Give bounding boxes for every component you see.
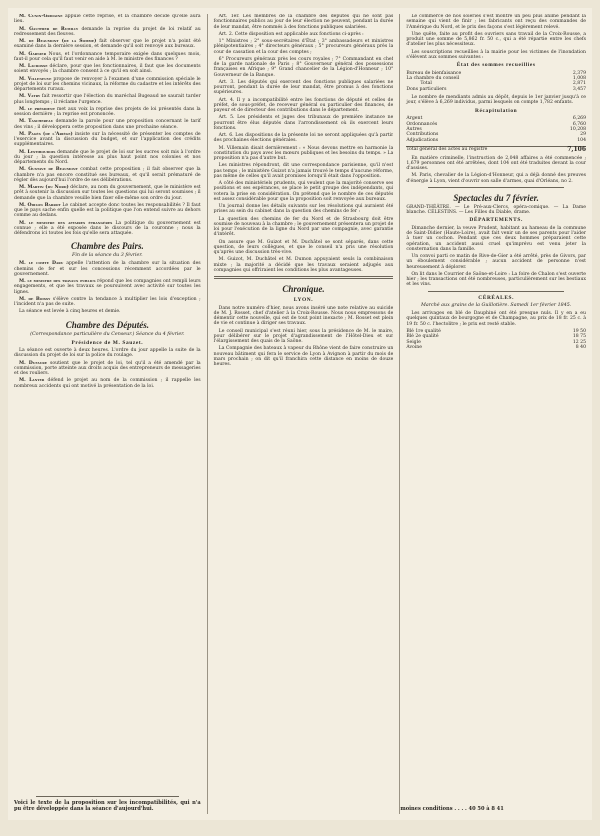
paragraph-text: défend le projet au nom de la commission ; il rappelle les nombreux accidents qui ont motivé la présentation de la loi. — [14, 378, 201, 389]
market-subheading: Marché aux grains de la Guillotière. Samedi 1er février 1845. — [420, 303, 572, 309]
paragraph-text: Dimanche dernier, la veuve Prudent, habitant au hameau de la commune de Saint-Didier (Haute-Loire), avait fait venir un de ses parents pour l'aider à tuer un cochon. Pendant que ces deux hommes préparaient cette opération, un accident aussi cruel qu'imprévu est venu jeter la consternation dans la famille. — [406, 225, 586, 252]
article-paragraph — [214, 32, 394, 37]
paragraph-text: M. Guizot, M. Duchâtel et M. Dumon appuyaient seuls la combinaison mixte ; la majorité a décidé que les travaux seraient adjugés aux compagnies qui offriraient les conditions les plus avantageuses. — [213, 257, 394, 273]
row-value: 2,871 — [572, 81, 586, 87]
article-paragraph — [14, 27, 201, 38]
row-label: Bureau de bienfaisance — [406, 70, 462, 76]
paragraph-text: On lit dans le Courrier de Saône-et-Loire : La foire de Chalon s'est ouverte hier ; les transactions ont été nombreuses, particulièrement sur les bestiaux et les vins. — [406, 271, 586, 288]
speaker-name: M. Lestiboudois — [19, 149, 56, 155]
col1-paragraphs-b — [14, 261, 201, 314]
paragraph-text: Art. 3. Les députés qui exercent des fonctions publiques salariées ne pourront, pendant la durée de leur mandat, être promus à des fonctions supérieures. — [213, 79, 394, 96]
article-paragraph — [214, 39, 394, 55]
paragraph-text: Le conseil municipal s'est réuni hier, sous la présidence de M. le maire, pour délibérer sur le projet d'agrandissement de l'Hôtel-Dieu et sur l'élargissement des quais de la Saône. — [213, 328, 394, 344]
paragraph-text: met aux voix la reprise des projets de loi présentés dans la session dernière ; la reprise est prononcée. — [14, 106, 201, 117]
paragraph-text: La Compagnie des bateaux à vapeur du Rhône vient de faire construire un nouveau bâtiment qui fera le service de Lyon à Avignon à partir du mois de mars prochain ; on dit qu'il franchira cette distance en moins de douze heures. — [213, 346, 394, 367]
article-paragraph — [14, 348, 201, 359]
paragraph-text: On assure que M. Guizot et M. Duchâtel se sont séparés, dans cette question, de leurs collègues, et que le conseil n'a pris une résolution qu'après une discussion très-vive. — [213, 239, 394, 255]
speaker-name: M. le ministre des affaires étrangères — [19, 220, 113, 226]
market-table — [406, 329, 586, 351]
paragraph-text: M. Villemain disait dernièrement : « Nous devons mettre en harmonie la constitution du pays avec les mœurs publiques et les besoins du temps. » La proposition n'a pas d'autre but. — [213, 145, 394, 161]
paragraph-text: s'élève contre la tendance à multiplier les lois d'exception ; l'incident n'a pas de suite. — [14, 296, 201, 307]
article-paragraph — [14, 203, 201, 219]
column-1 — [14, 14, 201, 814]
col3-paragraphs-c — [406, 156, 586, 184]
newspaper-page — [8, 8, 592, 820]
table-row — [406, 87, 586, 92]
col1-closing-block — [14, 793, 201, 814]
section-heading-departements: DÉPARTEMENTS. — [469, 217, 523, 224]
paragraph-text: insiste sur la nécessité de présenter les comptes de l'exercice avant la discussion du budget, et sur l'application des crédits supplémentaires. — [14, 131, 201, 148]
row-label: Argent — [406, 116, 423, 122]
row-label: Seigle — [406, 339, 421, 345]
speaker-name: M. Lanyer — [19, 378, 45, 384]
row-value: 3,457 — [572, 86, 586, 92]
row-label: Ordonnancés — [406, 121, 438, 127]
article-paragraph — [214, 80, 394, 96]
article-paragraph — [406, 32, 586, 48]
article-paragraph — [14, 14, 201, 25]
speaker-name: M. Vatry — [19, 94, 41, 100]
speaker-name: M. Lacrosse — [19, 64, 48, 69]
paragraph-text: combat cette proposition ; il fait observer que la chambre n'a pas encore constitué ses bureaux, et qu'il serait prématuré de régler dès aujourd'hui l'ordre de ses délibérations. — [14, 167, 201, 183]
paragraph-text: fait observer que le projet n'a point été examiné dans la dernière session, et demande qu'il soit renvoyé aux bureaux. — [14, 39, 201, 50]
paragraph-text: La séance est ouverte à deux heures. L'ordre du jour appelle la suite de la discussion du projet de loi sur la police du roulage. — [14, 348, 201, 359]
row-value: 6,760 — [572, 121, 586, 127]
article-paragraph — [214, 181, 394, 202]
article-paragraph — [214, 257, 394, 273]
article-paragraph — [406, 95, 586, 106]
paragraph-text: Le nombre de mendiants admis au dépôt, depuis le 1er janvier jusqu'à ce jour, s'élève à 6,269 individus, parmi lesquels on compte 1,782 enfants. — [406, 95, 586, 106]
article-paragraph — [406, 14, 586, 30]
paragraph-text: propose de renvoyer à l'examen d'une commission spéciale le projet de loi sur les chemins vicinaux, la réforme du cadastre et les intérêts des départements ruraux. — [14, 76, 201, 92]
paragraph-text: appelle l'attention de la chambre sur la situation des chemins de fer et sur les concessions récemment accordées par le gouvernement. — [14, 261, 201, 277]
paragraph-text: La politique du gouvernement est connue ; elle a été exposée dans le discours de la couronne ; nous la défendrons ici toutes les fois qu'elle sera attaquée. — [14, 220, 201, 236]
speaker-name: M. Villeneuve — [19, 76, 52, 82]
paragraph-text: Nous, et l'ordonnance temporaire exigée dans quelques mois, faut-il pour cela qu'il faut venir en aide à M. le ministre des finances ? — [14, 51, 201, 62]
paragraph-text: fait ressortir que l'élection du maréchal Bugeaud ne saurait tarder plus longtemps ; il réclame l'urgence. — [14, 94, 201, 105]
row-value: 12 25 — [572, 339, 586, 345]
closing-paragraph: Voici le texte de la proposition sur les incompatibilités, qui n'a pu être développée dans la séance d'aujourd'hui. — [14, 800, 201, 812]
speaker-name: M. de Beaumont (de la Somme) — [19, 39, 97, 44]
speaker-name: M. le ministre des travaux publics — [19, 279, 96, 284]
col2-paragraphs-b — [214, 306, 394, 368]
section-heading-chambre-des-deputes: Chambre des Députés. — [65, 319, 149, 330]
subscription-table — [406, 71, 586, 93]
section-heading-chronique: Chronique. — [282, 284, 325, 294]
article-paragraph — [14, 309, 201, 314]
market-paragraph: Les arrivages en blé de Dauphiné ont été presque nuls. Il y en a eu quelques quintaux de bourgogne et de Champagne, au prix de 18 fr. 25 c. à 19 fr. 50 c. l'hectolitre ; le prix est resté stable. — [406, 311, 586, 327]
article-paragraph — [214, 115, 394, 131]
article-paragraph — [14, 119, 201, 130]
divider — [36, 796, 179, 797]
section-subheading-correspondance: (Correspondance particulière du Censeur.) Séance du 4 février. — [30, 331, 185, 337]
col2-paragraphs — [214, 14, 394, 273]
paragraph-text: Art. 4. Il y a incompatibilité entre les fonctions de député et celles de préfet, de sous-préfet, de receveur général ou particulier des finances, de payeur et de directeur des contributions dans le département. — [213, 97, 394, 113]
article-paragraph — [14, 221, 201, 237]
paragraph-text: Un journal donne les détails suivants sur les résolutions qui auraient été prises au sein du cabinet dans la question des chemins de fer : — [213, 204, 394, 215]
divider — [214, 276, 394, 279]
section-heading-chambre-des-pairs: Chambre des Pairs. — [70, 241, 144, 252]
paragraph-text: demande que le projet de loi sur les sucres soit mis à l'ordre du jour ; la question intéresse au plus haut point nos colonies et nos départements du Nord. — [14, 149, 201, 165]
paragraph-text: Un convoi parti ce matin de Rive-de-Gier a été arrêté, près de Givors, par un éboulement considérable ; aucun accident de personne n'est heureusement à déplorer. — [406, 254, 586, 270]
article-paragraph — [14, 261, 201, 277]
section-subheading-lyon: LYON. — [293, 297, 314, 303]
speaker-name: M. Odilon Barrot — [19, 202, 61, 208]
row-label: Blé 2e qualité — [406, 334, 439, 340]
paragraph-text: La question des chemins de fer du Nord et de Strasbourg doit être soumise de nouveau à la chambre ; le gouvernement présentera un projet de loi pour l'exécution de la ligne du Nord par une compagnie, avec garantie d'intérêt. — [213, 216, 394, 238]
col3-footer — [400, 806, 586, 814]
article-paragraph — [406, 272, 586, 288]
article-paragraph — [14, 361, 201, 377]
row-label: La chambre du conseil — [406, 75, 460, 81]
spectacles-listing: GRAND-THÉÂTRE. — Le Pré-aux-Clercs, opéra-comique. — La Dame blanche. CÉLESTINS. — Les Filles du Diable, drame. — [406, 204, 586, 216]
footer-line: moines conditions . . . . 40 50 à 8 41 — [400, 806, 504, 812]
speaker-name: M. le comte Daru — [19, 261, 64, 267]
row-label: Blé 1re qualité — [406, 328, 441, 334]
row-value: 1,008 — [572, 75, 586, 81]
paragraph-text: appuie cette reprise, et la chambre décide qu'elle aura lieu. — [14, 14, 201, 25]
article-paragraph — [214, 306, 394, 327]
article-paragraph — [14, 52, 201, 63]
article-paragraph — [14, 297, 201, 308]
article-paragraph — [214, 240, 394, 256]
paragraph-text: 1° Ministres ; 2° sous-secrétaires d'État ; 3° ambassadeurs et ministres plénipotentiaires ; 4° directeurs généraux ; 5° procureurs généraux près la cour de cassation et la cour des comptes ; — [213, 39, 394, 55]
paragraph-text: Les ministres répondront, dit une correspondance parisienne, qu'il n'est pas temps ; le ministère Guizot n'a jamais trouvé le temps d'aucune réforme, pas même de celles qu'il avait promises lorsqu'il était dans l'opposition. — [213, 163, 394, 179]
section-heading-cereales: CÉRÉALES. — [478, 294, 515, 301]
article-paragraph — [214, 146, 394, 162]
speaker-name: M. Martin (du Nord) — [19, 185, 69, 190]
total-table — [406, 146, 586, 152]
speaker-name: M. le président — [19, 106, 55, 112]
row-label: Adjudications — [406, 137, 439, 143]
col3-paragraphs-d — [406, 226, 586, 288]
divider — [428, 291, 564, 292]
col1-paragraphs — [14, 14, 201, 236]
speaker-name: M. Dufaure — [19, 360, 48, 366]
speaker-name: M. Taschereau — [19, 119, 54, 125]
section-heading-spectacles: Spectacles du 7 février. — [453, 192, 539, 203]
paragraph-text: demande la parole pour une proposition concernant le tarif des vins ; il développera cette proposition dans une prochaine séance. — [14, 119, 201, 130]
row-value: 19 50 — [572, 328, 586, 334]
paragraph-text: M. Paris, chevalier de la Légion-d'Honneur, qui a déjà donné des preuves d'énergie à Lyon, vient d'ouvrir son salle d'armes, quai d'Orléans, no 2. — [406, 173, 586, 184]
speaker-name: M. Cunin-Gridaine — [19, 14, 63, 19]
row-label: Dons particuliers — [406, 86, 447, 92]
paragraph-text: En matière criminelle, l'instruction de 2,048 affaires a été commencée ; 1,679 personnes ont été arrêtées, dont 104 ont été traduites devant la cour d'assises. — [406, 155, 586, 172]
article-paragraph — [14, 77, 201, 93]
table1-caption: État des sommes recueillies — [456, 62, 536, 68]
article-paragraph — [14, 64, 201, 75]
article-paragraph — [14, 279, 201, 295]
paragraph-text: Art. 5. Les présidents et juges des tribunaux de première instance ne pourront être élus députés dans l'arrondissement où ils exercent leurs fonctions. — [213, 115, 394, 131]
column-2 — [207, 14, 394, 814]
article-paragraph — [14, 150, 201, 166]
paragraph-text: Art. 2. Cette disposition est applicable aux fonctions ci-après : — [218, 31, 364, 37]
table-row — [406, 138, 586, 143]
article-paragraph — [214, 57, 394, 78]
article-paragraph — [14, 185, 201, 201]
row-label: Avoine — [406, 345, 422, 351]
col3-paragraphs-b — [406, 95, 586, 106]
paragraph-text: Le commerce de nos soieries s'est montré un peu plus animé pendant la semaine qui vient de finir ; les fabricants ont reçu des commandes de l'Amérique du Nord, et le prix des façons s'est légèrement relevé. — [406, 14, 586, 30]
article-paragraph — [406, 173, 586, 184]
paragraph-text: Une quête, faite au profit des ouvriers sans travail de la Croix-Rousse, a produit une somme de 5,862 fr. 50 c., qui a été répartie entre les chefs d'atelier les plus nécessiteux. — [406, 31, 586, 48]
article-paragraph — [214, 217, 394, 238]
paragraph-text: Art. 6. Les dispositions de la présente loi ne seront appliquées qu'à partir des prochaines élections générales. — [213, 133, 394, 144]
table2-caption: Récapitulation — [475, 107, 518, 114]
paragraph-text: 6° Procureurs généraux près les cours royales ; 7° Commandant en chef de la garde nationale de Paris ; 8° Gouverneur général des possessions françaises en Afrique ; 9° Grand chancelier de la Légion-d'Honneur ; 10° Gouverneur de la Banque. — [213, 56, 394, 78]
article-paragraph — [14, 94, 201, 105]
recap-table — [406, 116, 586, 143]
article-paragraph — [214, 98, 394, 114]
article-paragraph — [214, 133, 394, 144]
row-value: 8 40 — [575, 345, 586, 351]
speaker-name: M. Garnier — [19, 51, 47, 57]
article-paragraph — [14, 378, 201, 389]
article-paragraph — [406, 226, 586, 252]
row-value: 29 — [580, 132, 586, 138]
col1-paragraphs-c — [14, 348, 201, 389]
paragraph-text: A côté des ministériels prudents, qui veulent que la majorité conserve ses positions et ses espérances, se place le petit groupe des indépendants, qui votera la prise en considération. On prétend que le nombre de ces députés est assez considérable pour que la proposition soit renvoyée aux bureaux. — [213, 181, 394, 202]
speaker-name: M. de Boissy — [19, 296, 51, 302]
article-paragraph — [14, 167, 201, 183]
paragraph-text: déclare, pour que les fonctionnaires, il faut que les documents soient envoyés ; la chambre consent à ce qu'il en soit ainsi. — [14, 64, 201, 75]
row-value: 104 — [577, 137, 586, 143]
divider — [428, 187, 564, 188]
article-paragraph — [14, 107, 201, 118]
total-value: 7,106 — [548, 147, 586, 153]
row-value: 10,208 — [569, 126, 586, 132]
row-label: Contributions — [406, 132, 439, 138]
column-3 — [399, 14, 586, 814]
article-paragraph — [14, 39, 201, 50]
article-paragraph — [214, 346, 394, 367]
paragraph-text: Dans notre numéro d'hier, nous avons inséré une note relative au suicide de M. J. Rosset, chef d'atelier à la Croix-Rousse. Nous nous empressons de démentir cette nouvelle, qui est de tout point inexacte ; M. Rosset est plein de vie et continue à diriger ses travaux. — [213, 305, 394, 327]
speaker-name: M. Gauthier de Rumilly — [19, 26, 79, 32]
row-value: 6,269 — [572, 116, 586, 122]
paragraph-text: La séance est levée à cinq heures et demie. — [19, 309, 121, 315]
article-paragraph — [406, 50, 586, 61]
row-value: 18 75 — [572, 334, 586, 340]
speaker-name: M. Gustave de Beaumont — [19, 167, 78, 173]
paragraph-text: Art. 1er. Les membres de la chambre des députés qui ne sont pas fonctionnaires publics au jour de leur élection ne peuvent, pendant la durée de leur mandat, être nommés à des fonctions publiques salariées. — [213, 14, 394, 30]
paragraph-text: demande la reprise du projet de loi relatif au redressement des fleuves. — [14, 26, 201, 37]
article-paragraph — [14, 132, 201, 148]
speaker-name: M. Pagès (de l'Ariége) — [19, 131, 73, 137]
article-paragraph — [214, 204, 394, 215]
col3-paragraphs — [406, 14, 586, 60]
table-row — [406, 345, 586, 350]
paragraph-text: répond que les compagnies ont rempli leurs engagements, et que les travaux se poursuivent avec activité sur toutes les lignes. — [14, 279, 201, 295]
presidence-line: Présidence de M. Sauzet. — [71, 339, 144, 346]
paragraph-text: Le cabinet accepte donc toutes les responsabilités ? Il faut que le pays sache enfin quelle est la politique que l'on entend suivre au dehors comme au dedans. — [14, 202, 201, 219]
row-value: 2,379 — [572, 70, 586, 76]
article-paragraph — [406, 156, 586, 172]
paragraph-text: Les souscriptions recueillies à la mairie pour les victimes de l'inondation s'élèvent aux sommes suivantes : — [406, 49, 586, 60]
article-paragraph — [214, 329, 394, 345]
section-subheading: Fin de la séance du 3 février. — [71, 253, 143, 259]
paragraph-text: déclare, au nom du gouvernement, que le ministère est prêt à soutenir la discussion sur toutes les questions qui lui seront soumises ; il demande que la chambre veuille bien fixer elle-même son ordre du jour. — [14, 185, 201, 201]
paragraph-text: soutient que le projet de loi, tel qu'il a été amendé par la commission, porte atteinte aux droits acquis des entrepreneurs de messageries et des rouliers. — [14, 360, 201, 376]
article-paragraph — [406, 254, 586, 270]
total-label: Total général des actes au registre — [406, 147, 548, 153]
table-row — [406, 147, 586, 153]
row-label: Autres — [406, 126, 422, 132]
article-paragraph — [214, 14, 394, 30]
article-paragraph — [214, 163, 394, 179]
row-label: Total — [420, 81, 432, 87]
